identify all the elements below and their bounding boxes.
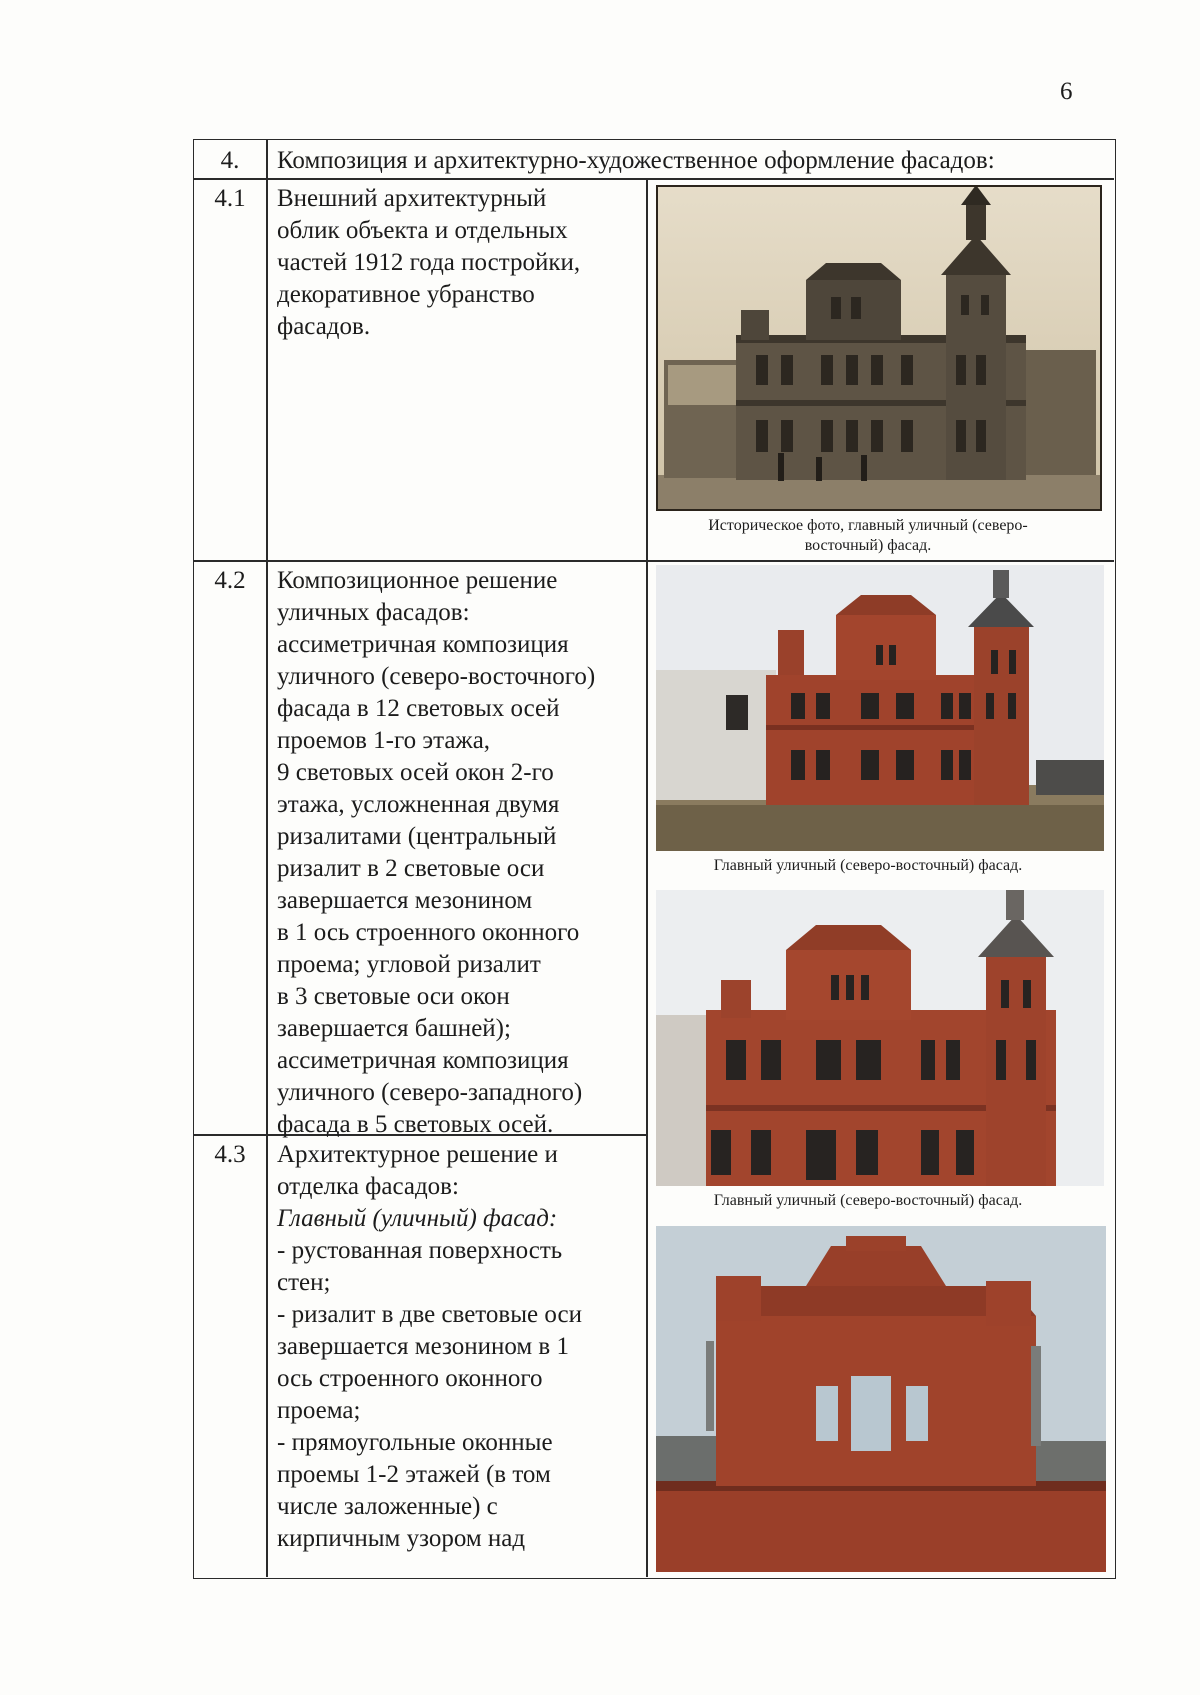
text-line: в 3 световые оси окон (277, 983, 510, 1010)
text-line: частей 1912 года постройки, (277, 249, 581, 276)
row-number: 4.2 (214, 567, 246, 594)
column-divider (646, 178, 648, 1577)
text-line: декоративное убранство (277, 281, 535, 308)
photo-caption: Главный уличный (северо-восточный) фасад. (713, 1192, 1023, 1209)
column-divider (266, 140, 268, 1577)
text-line: проемы 1-2 этажей (в том (277, 1461, 551, 1488)
text-line: числе заложенные) с (277, 1493, 498, 1520)
text-line: завершается мезонином (277, 887, 533, 914)
text-line: проема; (277, 1397, 361, 1424)
text-line: уличного (северо-восточного) (277, 663, 596, 690)
attribute-table (193, 139, 1116, 1579)
page-number: 6 (1060, 78, 1073, 105)
text-line: ось строенного оконного (277, 1365, 543, 1392)
historic-facade-photo (656, 185, 1102, 511)
mezzanine-detail-photo (656, 1226, 1106, 1572)
text-line: 9 световых осей окон 2-го (277, 759, 554, 786)
caption-line: Историческое фото, главный уличный (северо- (708, 517, 1028, 534)
text-line: - прямоугольные оконные (277, 1429, 553, 1456)
row-divider (194, 178, 1114, 180)
text-line: кирпичным узором над (277, 1525, 526, 1552)
text-line: ассиметричная композиция (277, 631, 569, 658)
row-divider (194, 560, 1114, 562)
text-line: Композиционное решение (277, 567, 558, 594)
photo-caption (646, 516, 1090, 556)
text-line: - рустованная поверхность (277, 1237, 563, 1264)
row-number: 4.1 (214, 185, 246, 212)
text-line: фасада в 12 световых осей (277, 695, 560, 722)
header-number: 4. (220, 147, 240, 174)
text-line: Архитектурное решение и (277, 1141, 558, 1168)
text-line: Внешний архитектурный (277, 185, 547, 212)
row-number: 4.3 (214, 1141, 246, 1168)
text-line: проема; угловой ризалит (277, 951, 541, 978)
facade-photo-2 (656, 565, 1104, 851)
text-line: стен; (277, 1269, 331, 1296)
row-description (277, 183, 580, 343)
facade-subheading: Главный (уличный) фасад: (277, 1205, 558, 1232)
text-line: проемов 1-го этажа, (277, 727, 491, 754)
facade-photo-3 (656, 890, 1104, 1186)
text-line: уличных фасадов: (277, 599, 470, 626)
text-line: завершается башней); (277, 1015, 511, 1042)
caption-line: восточный) фасад. (804, 537, 932, 554)
text-line: облик объекта и отдельных (277, 217, 568, 244)
text-line: уличного (северо-западного) (277, 1079, 583, 1106)
header-title: Композиция и архитектурно-художественное оформление фасадов: (277, 147, 995, 174)
row-description (277, 1139, 582, 1555)
text-line: - ризалит в две световые оси (277, 1301, 582, 1328)
text-line: в 1 ось строенного оконного (277, 919, 580, 946)
text-line: фасадов. (277, 313, 371, 340)
photo-caption: Главный уличный (северо-восточный) фасад. (713, 857, 1023, 874)
text-line: этажа, усложненная двумя (277, 791, 560, 818)
row-description (277, 565, 595, 1141)
text-line: завершается мезонином в 1 (277, 1333, 569, 1360)
text-line: ассиметричная композиция (277, 1047, 569, 1074)
text-line: ризалитами (центральный (277, 823, 557, 850)
text-line: отделка фасадов: (277, 1173, 459, 1200)
text-line: фасада в 5 световых осей. (277, 1111, 554, 1138)
text-line: ризалит в 2 световые оси (277, 855, 545, 882)
